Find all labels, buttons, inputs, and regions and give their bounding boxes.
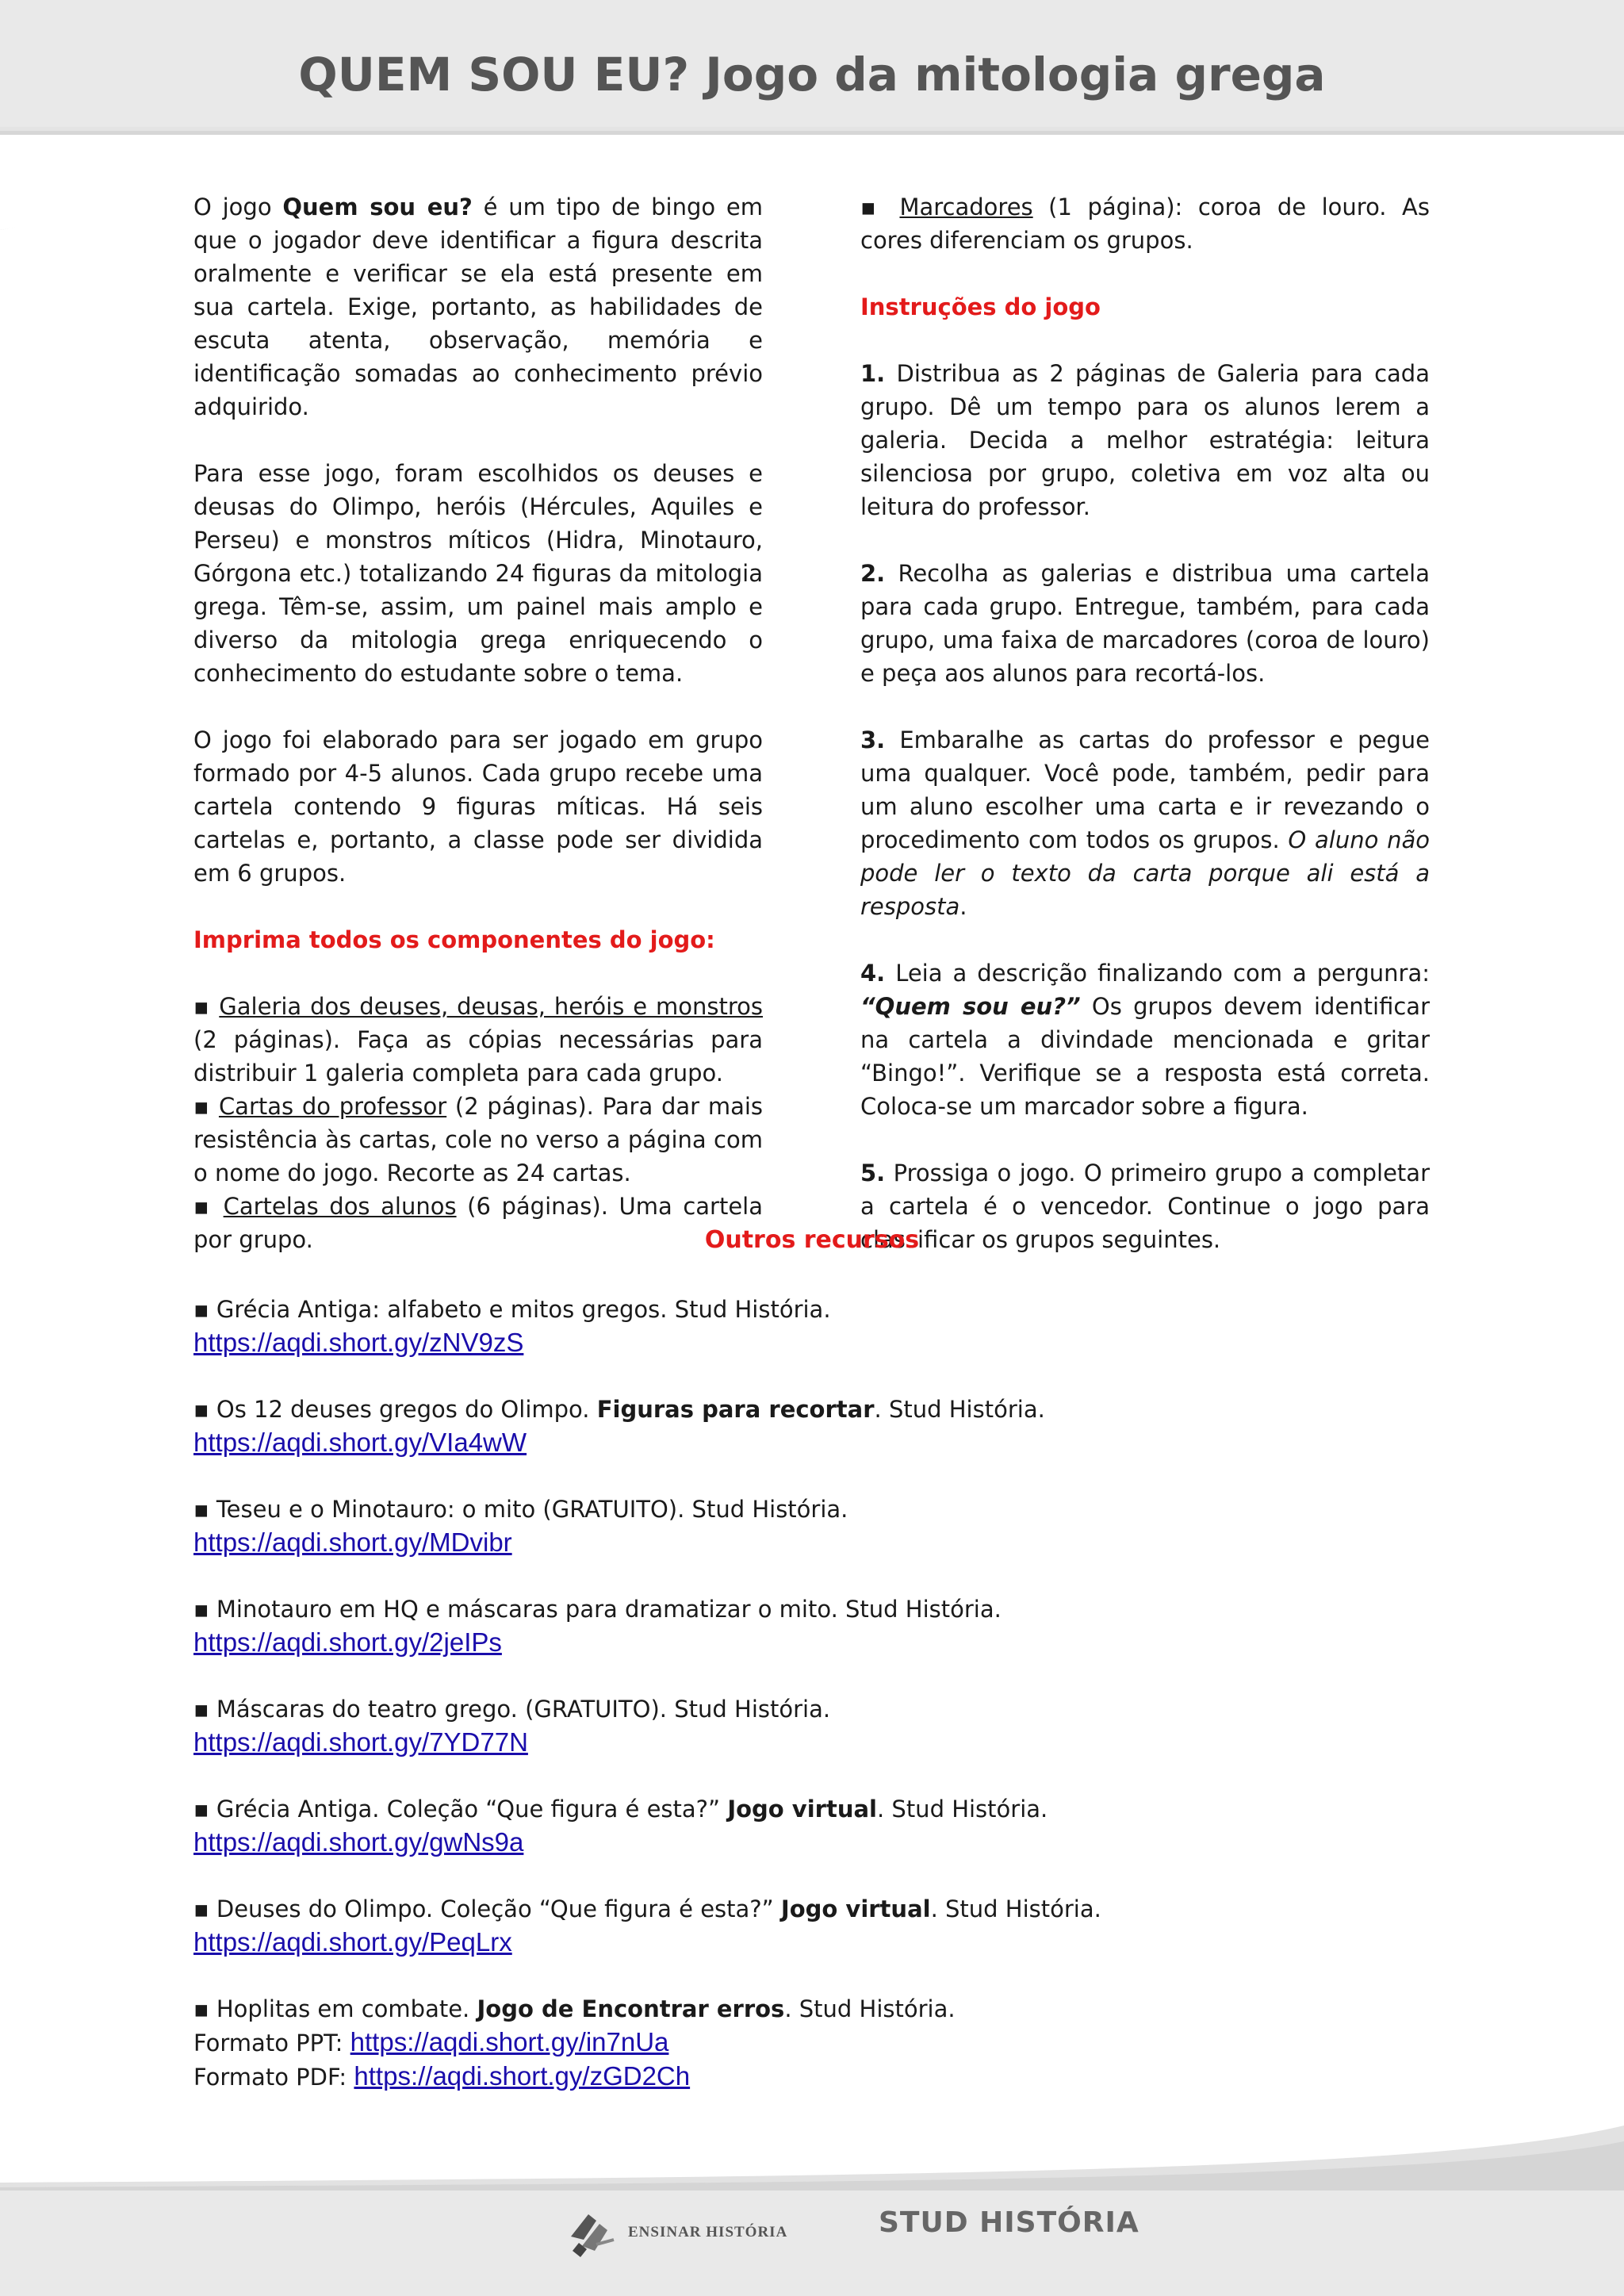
format-ppt-row [193,2026,1431,2060]
component-item-cartelas: ▪ Cartelas dos alunos (6 páginas). Uma cartela por grupo. [193,1193,764,1253]
groups-paragraph: O jogo foi elaborado para ser jogado em grupo formado por 4-5 alunos. Cada grupo recebe uma cartela contendo 9 figuras míticas. Há seis cartelas e, portanto, a classe pode ser dividida em 6 grupos. [193,726,763,887]
resource-link[interactable]: https://aqdi.short.gy/2jeIPs [193,1627,502,1657]
intro-paragraph: O jogo Quem sou eu? é um tipo de bingo em que o jogador deve identificar a figura descrita oralmente e verificar se ela está presente em sua cartela. Exige, portanto, as habilidades de escuta atenta, observação, memória e identificação somadas ao conhecimento prévio adquirido. [193,194,764,420]
resource-text: ▪ Hoplitas em combate. Jogo de Encontrar erros. Stud História. [193,1995,956,2022]
instruction-step-4: 4. Leia a descrição finalizando com a pergunra: “Quem sou eu?” Os grupos devem identificar na cartela a divindade mencionada e gritar “Bingo!”. Verifique se a resposta está correta. Coloca-se um marcador sobre a figura. [860,960,1430,1120]
resource-link[interactable]: https://aqdi.short.gy/zNV9zS [193,1328,524,1357]
resource-link[interactable]: https://aqdi.short.gy/VIa4wW [193,1428,527,1457]
resource-link[interactable]: https://aqdi.short.gy/PeqLrx [193,1927,512,1957]
resource-text: ▪ Os 12 deuses gregos do Olimpo. Figuras para recortar. Stud História. [193,1396,1045,1423]
resource-link[interactable]: https://aqdi.short.gy/7YD77N [193,1727,528,1757]
resource-item [193,1393,1431,1459]
instruction-step-5: 5. Prossiga o jogo. O primeiro grupo a completar a cartela é o vencedor. Continue o jogo para classificar os grupos seguintes. [860,1159,1430,1253]
footer [0,2189,1624,2284]
resource-item [193,1692,1431,1759]
resource-link[interactable]: https://aqdi.short.gy/MDvibr [193,1527,512,1557]
ensinar-historia-logo [565,2205,787,2260]
resource-text: ▪ Grécia Antiga. Coleção “Que figura é esta?” Jogo virtual. Stud História. [193,1796,1048,1823]
resource-text: ▪ Minotauro em HQ e máscaras para dramatizar o mito. Stud História. [193,1596,1002,1623]
resource-item [193,1493,1431,1559]
format-pdf-row [193,2060,1431,2094]
component-item-cartas: ▪ Cartas do professor (2 páginas). Para dar mais resistência às cartas, cole no verso a página com o nome do jogo. Recorte as 24 cartas. [193,1093,764,1186]
page-title: QUEM SOU EU? Jogo da mitologia grega [298,48,1326,102]
resource-text: ▪ Grécia Antiga: alfabeto e mitos gregos. Stud História. [193,1296,831,1323]
instructions-heading: Instruções do jogo [860,293,1101,320]
resource-item [193,1593,1431,1659]
resource-item [193,1892,1431,1959]
resource-link[interactable]: https://aqdi.short.gy/gwNs9a [193,1827,524,1857]
print-heading: Imprima todos os componentes do jogo: [193,926,715,953]
ensinar-historia-logo-text: ENSINAR HISTÓRIA [628,2224,788,2240]
instruction-step-1: 1. Distribua as 2 páginas de Galeria para cada grupo. Dê um tempo para os alunos lerem a galeria. Decida a melhor estratégia: leitura silenciosa por grupo, coletiva em voz alta ou leitura do professor. [860,360,1430,520]
outros-recursos-heading: Outros recursos [704,1226,920,1254]
ppt-link[interactable]: https://aqdi.short.gy/in7nUa [350,2027,669,2056]
left-column [193,190,763,1256]
resource-text: ▪ Máscaras do teatro grego. (GRATUITO). Stud História. [193,1696,831,1723]
resources-list [193,1293,1431,2127]
stud-historia-logo-text: STUD HISTÓRIA [879,2206,1139,2239]
component-item-marcadores: ▪ Marcadores (1 página): coroa de louro. As cores diferenciam os grupos. [860,194,1430,254]
ensinar-historia-logo-icon [565,2205,620,2260]
instruction-step-3: 3. Embaralhe as cartas do professor e pegue uma qualquer. Você pode, também, pedir para um aluno escolher uma carta e ir revezando o procedimento com todos os grupos. O aluno não pode ler o texto da carta porque ali está a resposta. [860,726,1430,920]
format-pdf-label: Formato PDF: [193,2064,354,2091]
right-column [860,190,1430,1256]
pdf-link[interactable]: https://aqdi.short.gy/zGD2Ch [354,2061,691,2091]
resource-item-hoplitas [193,1992,1431,2094]
figures-paragraph: Para esse jogo, foram escolhidos os deuses e deusas do Olimpo, heróis (Hércules, Aquiles e Perseu) e monstros míticos (Hidra, Minotauro, Górgona etc.) totalizando 24 figuras da mitologia grega. Têm-se, assim, um painel mais amplo e diverso da mitologia grega enriquecendo o conhecimento do estudante sobre o tema. [193,460,763,687]
resource-item [193,1792,1431,1859]
resource-item [193,1293,1431,1359]
resource-text: ▪ Deuses do Olimpo. Coleção “Que figura é esta?” Jogo virtual. Stud História. [193,1895,1101,1922]
instruction-step-2: 2. Recolha as galerias e distribua uma cartela para cada grupo. Entregue, também, para cada grupo, uma faixa de marcadores (coroa de louro) e peça aos alunos para recortá-los. [860,560,1430,687]
stud-historia-logo [879,2206,1139,2239]
format-ppt-label: Formato PPT: [193,2030,350,2056]
resource-text: ▪ Teseu e o Minotauro: o mito (GRATUITO). Stud História. [193,1496,848,1523]
component-item-galeria: ▪ Galeria dos deuses, deusas, heróis e monstros (2 páginas). Faça as cópias necessárias para distribuir 1 galeria completa para cada grupo. [193,993,763,1087]
